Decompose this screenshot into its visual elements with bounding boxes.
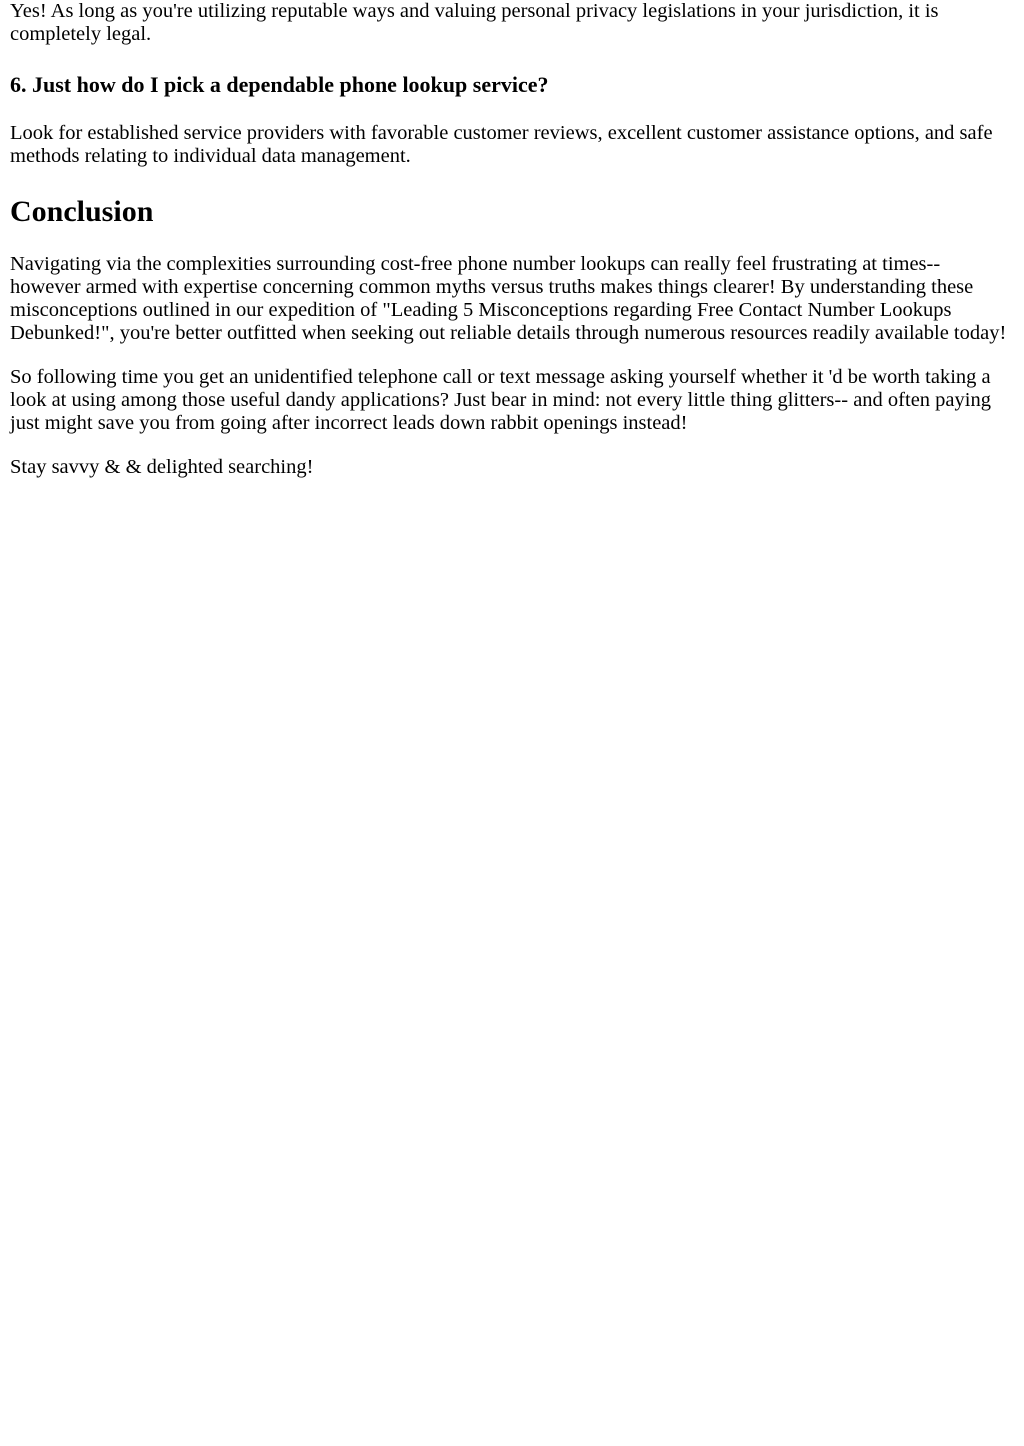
- faq-answer-6: Look for established service providers with favorable customer reviews, excellent customer assistance options, and safe methods relating to individual data management.: [10, 122, 993, 167]
- conclusion-heading: Conclusion: [10, 195, 154, 228]
- article-body: [0, 0, 1024, 479]
- faq-answer-5: Yes! As long as you're utilizing reputable ways and valuing personal privacy legislations in your jurisdiction, it is completely legal.: [10, 0, 939, 45]
- conclusion-paragraph-3: Stay savvy & & delighted searching!: [10, 456, 314, 478]
- conclusion-paragraph-1: Navigating via the complexities surrounding cost-free phone number lookups can really feel frustrating at times-- however armed with expertise concerning common myths versus truths makes things clearer! By understanding these misconceptions outlined in our expedition of "Leading 5 Misconceptions regarding Free Contact Number Lookups Debunked!", you're better outfitted when seeking out reliable details through numerous resources readily available today!: [10, 253, 1007, 344]
- faq-question-6: 6. Just how do I pick a dependable phone lookup service?: [10, 72, 549, 97]
- conclusion-paragraph-2: So following time you get an unidentified telephone call or text message asking yourself whether it 'd be worth taking a look at using among those useful dandy applications? Just bear in mind: not every little thing glitters-- and often paying just might save you from going after incorrect leads down rabbit openings instead!: [10, 366, 991, 434]
